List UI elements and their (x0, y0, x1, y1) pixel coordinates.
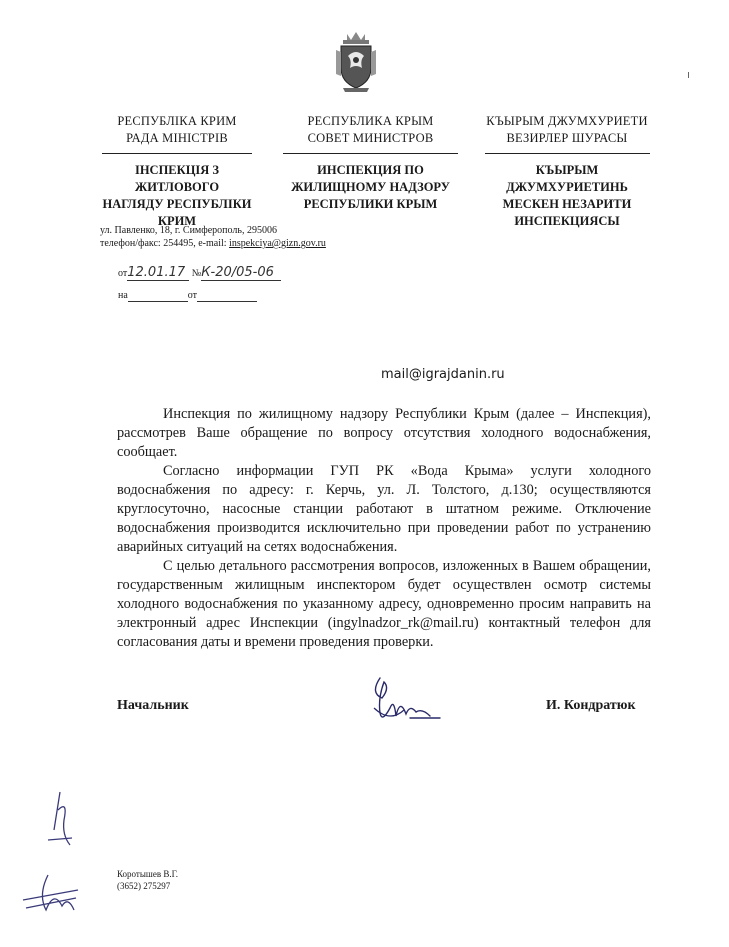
na-label: на (118, 290, 128, 301)
sender-email-link[interactable]: inspekciya@gizn.gov.ru (229, 238, 326, 249)
ot-label: от (187, 290, 198, 301)
contact-line (100, 237, 326, 250)
org-name-line: ІНСПЕКЦІЯ З ЖИТЛОВОГО (134, 163, 220, 194)
org-name-line: ИНСПЕКЦИЯ ПО (317, 163, 424, 177)
recipient-email: mail@igrajdanin.ru (381, 367, 505, 382)
org-name-line: ИНСПЕКЦИЯСЫ (514, 214, 620, 228)
body-paragraph: С целью детального рассмотрения вопросов, изложенных в Вашем обращении, государственным жилищным инспектором будет осуществлен осмотр системы холодного водоснабжения по указанному адресу, одновременно просим направить на электронный адрес Инспекции (ingylnadzor_rk@mail.ru) контактный телефон для согласования даты и времени проведения проверки. (117, 558, 651, 650)
org-name-line: НАГЛЯДУ РЕСПУБЛІКИ (102, 197, 252, 211)
divider (102, 153, 252, 154)
crimea-coat-of-arms-emblem (333, 30, 379, 94)
gov-name-line: ВЕЗИРЛЕР ШУРАСЫ (506, 131, 628, 145)
org-name-line: КЪЫРЫМ ДЖУМХУРИЕТИНЬ (506, 163, 628, 194)
outgoing-reference (118, 265, 281, 281)
header-ukrainian-column (92, 113, 262, 230)
divider (283, 153, 458, 154)
executor-name: Коротышев В.Г. (117, 869, 179, 879)
header-crimean-tatar-column (477, 113, 657, 230)
gov-name-line: РЕСПУБЛІКА КРИМ (117, 114, 237, 128)
gov-name-line: КЪЫРЫМ ДЖУМХУРИЕТИ (486, 114, 648, 128)
org-name-line: РЕСПУБЛИКИ КРЫМ (303, 197, 438, 211)
letter-body (117, 405, 651, 652)
blank-field (197, 290, 257, 302)
org-name-line: ЖИЛИЩНОМУ НАДЗОРУ (291, 180, 450, 194)
handwritten-date: 12.01.17 (127, 265, 186, 280)
signer-name: И. Кондратюк (546, 698, 636, 713)
address-line: ул. Павленко, 18, г. Симферополь, 295006 (100, 225, 277, 236)
signer-title: Начальник (117, 698, 189, 713)
phone-fax: телефон/факс: 254495, e-mail: (100, 238, 230, 249)
body-paragraph: Инспекция по жилищному надзору Республики Крым (далее – Инспекция), рассмотрев Ваше обращение по вопросу отсутствия холодного водоснабжения, сообщает. (117, 406, 651, 460)
incoming-reference (118, 290, 257, 302)
gov-name-line: СОВЕТ МИНИСТРОВ (307, 131, 434, 145)
scan-artifact-mark (688, 72, 693, 78)
ot-label: от (118, 268, 128, 279)
executor-phone: (3652) 275297 (117, 881, 171, 891)
divider (485, 153, 650, 154)
margin-initials-mark (18, 870, 88, 915)
handwritten-signature (360, 668, 450, 738)
blank-field (128, 290, 188, 302)
sender-address (100, 224, 326, 250)
body-paragraph: Согласно информации ГУП РК «Вода Крыма» услуги холодного водоснабжения по адресу: г. Керчь, ул. Л. Толстого, д.130; осуществляются круглосуточно, насосные станции работают в штатном режиме. Отключение водоснабжения производится исключительно при проведении работ по устранению аварийных ситуаций на сетях водоснабжения. (117, 463, 651, 555)
org-name-line: КРИМ (157, 214, 197, 228)
gov-name-line: РАДА МІНІСТРІВ (126, 131, 228, 145)
executor-info (117, 868, 178, 892)
handwritten-number: К-20/05-06 (201, 265, 274, 280)
margin-initials-mark (40, 790, 80, 850)
org-name-line: МЕСКЕН НЕЗАРИТИ (502, 197, 632, 211)
number-label: № (191, 268, 202, 279)
header-russian-column (283, 113, 458, 213)
gov-name-line: РЕСПУБЛИКА КРЫМ (307, 114, 434, 128)
